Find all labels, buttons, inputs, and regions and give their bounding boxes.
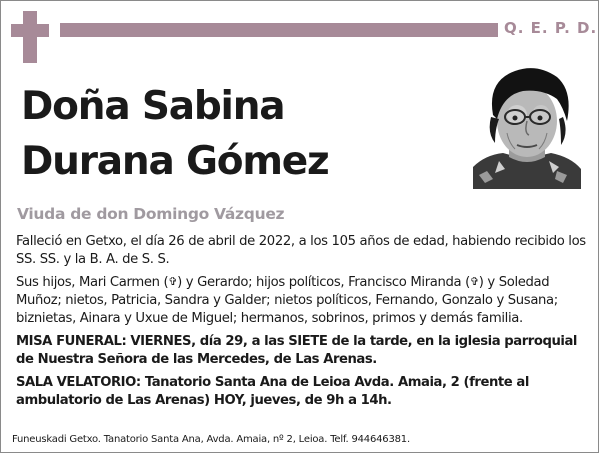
header-rule (60, 23, 498, 37)
deceased-name-line2: Durana Gómez (21, 139, 329, 184)
funeral-home-footer: Funeuskadi Getxo. Tanatorio Santa Ana, Avda. Amaia, nº 2, Leioa. Telf. 944646381. (12, 434, 410, 445)
family-text-3: ) y Soledad Muñoz; nietos, Patricia, Sandra y Galder; nietos políticos, Fernando, Gonzalo y Susana; biznietas, Ainara y Uxue de Miguel; hermanos, sobrinos, primos y demás familia. (16, 275, 558, 326)
portrait-image (473, 63, 581, 189)
deceased-name (21, 79, 329, 189)
deceased-cross-icon: ✞ (168, 275, 178, 288)
latin-cross-icon (11, 11, 49, 63)
family-list (16, 274, 591, 328)
notice-body (16, 233, 591, 415)
wake-room: SALA VELATORIO: Tanatorio Santa Ana de Leioa Avda. Amaia, 2 (frente al ambulatorio de Las Arenas) HOY, jueves, de 9h a 14h. (16, 375, 529, 408)
cross-vertical-bar (23, 11, 37, 63)
funeral-mass: MISA FUNERAL: VIERNES, día 29, a las SIETE de la tarde, en la iglesia parroquial de Nuestra Señora de las Mercedes, de Las Arenas. (16, 334, 577, 367)
widow-subtitle: Viuda de don Domingo Vázquez (17, 205, 285, 223)
family-text-2: ) y Gerardo; hijos políticos, Francisco Miranda ( (177, 275, 470, 290)
qepd-label: Q. E. P. D. (504, 19, 598, 37)
deceased-cross-icon: ✞ (469, 275, 479, 288)
deceased-name-line1: Doña Sabina (21, 84, 285, 129)
family-text-1: Sus hijos, Mari Carmen ( (16, 275, 169, 290)
death-notice: Falleció en Getxo, el día 26 de abril de 2022, a los 105 años de edad, habiendo recibido los SS. SS. y la B. A. de S. S. (16, 234, 586, 267)
portrait-photo (473, 63, 581, 189)
cross-horizontal-bar (11, 24, 49, 37)
